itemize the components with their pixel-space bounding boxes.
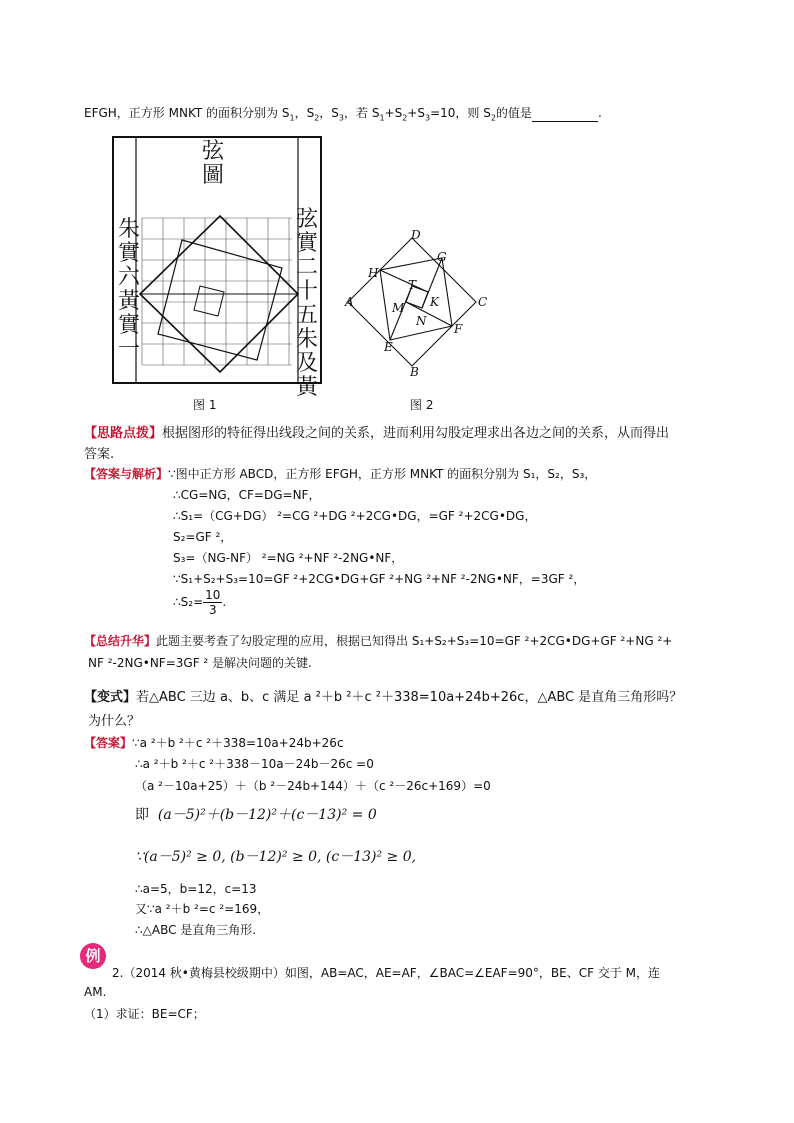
answer-line-5: ∵(a－5)² ≥ 0, (b－12)² ≥ 0, (c－13)² ≥ 0, [135, 849, 417, 865]
variant-line-2: 为什么？ [88, 714, 141, 729]
point-label-m: M [392, 301, 405, 315]
point-label-f: F [454, 322, 463, 336]
example-badge: 例 [80, 943, 106, 969]
point-label-a: A [345, 295, 354, 309]
example-part-1: （1）求证：BE=CF； [84, 1007, 205, 1021]
solution-line-6: ∵S₁+S₂+S₃=10=GF ²+2CG•DG+GF ²+NG ²+NF ²-2NG•NF，=3GF ²， [173, 572, 586, 586]
figure-1-caption: 图 1 [193, 398, 217, 412]
point-label-g: G [437, 250, 447, 264]
answer-line-1: 【答案】∵a ²＋b ²＋c ²＋338=10a+24b+26c [84, 736, 344, 750]
answer-line-4: 即 (a－5)²＋(b－12)²＋(c－13)² = 0 [135, 807, 377, 823]
variant-line-1: 【变式】若△ABC 三边 a、b、c 满足 a ²＋b ²＋c ²＋338=10a+24b+26c，△ABC 是直角三角形吗？ [84, 690, 683, 705]
point-label-h: H [368, 266, 379, 280]
answer-line-2: ∴a ²＋b ²＋c ²＋338－10a－24b－26c =0 [135, 757, 374, 771]
point-label-t: T [408, 278, 417, 292]
answer-blank [532, 109, 598, 122]
summary-line-2: NF ²-2NG•NF=3GF ² 是解决问题的关键. [88, 656, 312, 670]
solution-line-1: 【答案与解析】∵图中正方形 ABCD，正方形 EFGH，正方形 MNKT 的面积分别为 S₁，S₂，S₃， [84, 467, 597, 481]
intro-line: EFGH，正方形 MNKT 的面积分别为 $S_1$，$S_2$，$S_3$，若 $S_1+S_2+S_3=10$，则 $S_2$的值是 . [84, 106, 602, 123]
example-line-1: 2.（2014 秋•黄梅县校级期中）如图，AB=AC，AE=AF，∠BAC=∠EAF=90°，BE、CF 交于 M，连 [112, 966, 660, 980]
solution-line-3: ∴S₁=（CG+DG） ²=CG ²+DG ²+2CG•DG，=GF ²+2CG•DG， [173, 509, 537, 523]
figure-1-right-text: 弦實二十五朱及黃 [295, 207, 318, 400]
solution-line-5: S₃=（NG-NF） ²=NG ²+NF ²-2NG•NF， [173, 551, 404, 565]
example-line-2: AM. [84, 985, 107, 999]
point-label-e: E [384, 340, 393, 354]
figure-2-geometry [340, 224, 500, 384]
solution-line-2: ∴CG=NG，CF=DG=NF， [173, 488, 321, 502]
answer-line-6: ∴a=5，b=12，c=13 [135, 882, 257, 896]
approach-line-1: 【思路点拨】根据图形的特征得出线段之间的关系，进而利用勾股定理求出各边之间的关系，从而得出 [84, 426, 670, 441]
fraction-ten-thirds: $\frac{10}{3}$ [205, 588, 221, 617]
variant-tag: 【变式】 [84, 690, 137, 705]
summary-tag: 【总结升华】 [84, 634, 157, 648]
solution-line-7: ∴S₂= $\frac{10}{3}$ . [173, 588, 227, 617]
figure-1-title: 弦圖 [201, 139, 224, 188]
summary-line-1: 【总结升华】此题主要考查了勾股定理的应用，根据已知得出 S₁+S₂+S₃=10=GF ²+2CG•DG+GF ²+NG ²+ [84, 634, 673, 648]
solution-line-4: S₂=GF ²， [173, 530, 233, 544]
point-label-b: B [410, 365, 419, 379]
approach-tag: 【思路点拨】 [84, 426, 163, 441]
answer-line-3: （a ²－10a+25）＋（b ²－24b+144）＋（c ²－26c+169）=0 [135, 779, 491, 793]
point-label-n: N [416, 314, 427, 328]
solution-tag: 【答案与解析】 [84, 467, 169, 481]
point-label-k: K [430, 295, 439, 309]
point-label-d: D [411, 228, 421, 242]
answer-line-7: 又∵a ²＋b ²=c ²=169， [135, 902, 270, 916]
figure-2-caption: 图 2 [410, 398, 434, 412]
answer-tag: 【答案】 [84, 736, 133, 750]
approach-line-2: 答案. [84, 447, 115, 462]
figure-1-left-text: 朱實六黃實一 [117, 217, 140, 362]
answer-line-8: ∴△ABC 是直角三角形. [135, 923, 257, 937]
point-label-c: C [478, 295, 488, 309]
